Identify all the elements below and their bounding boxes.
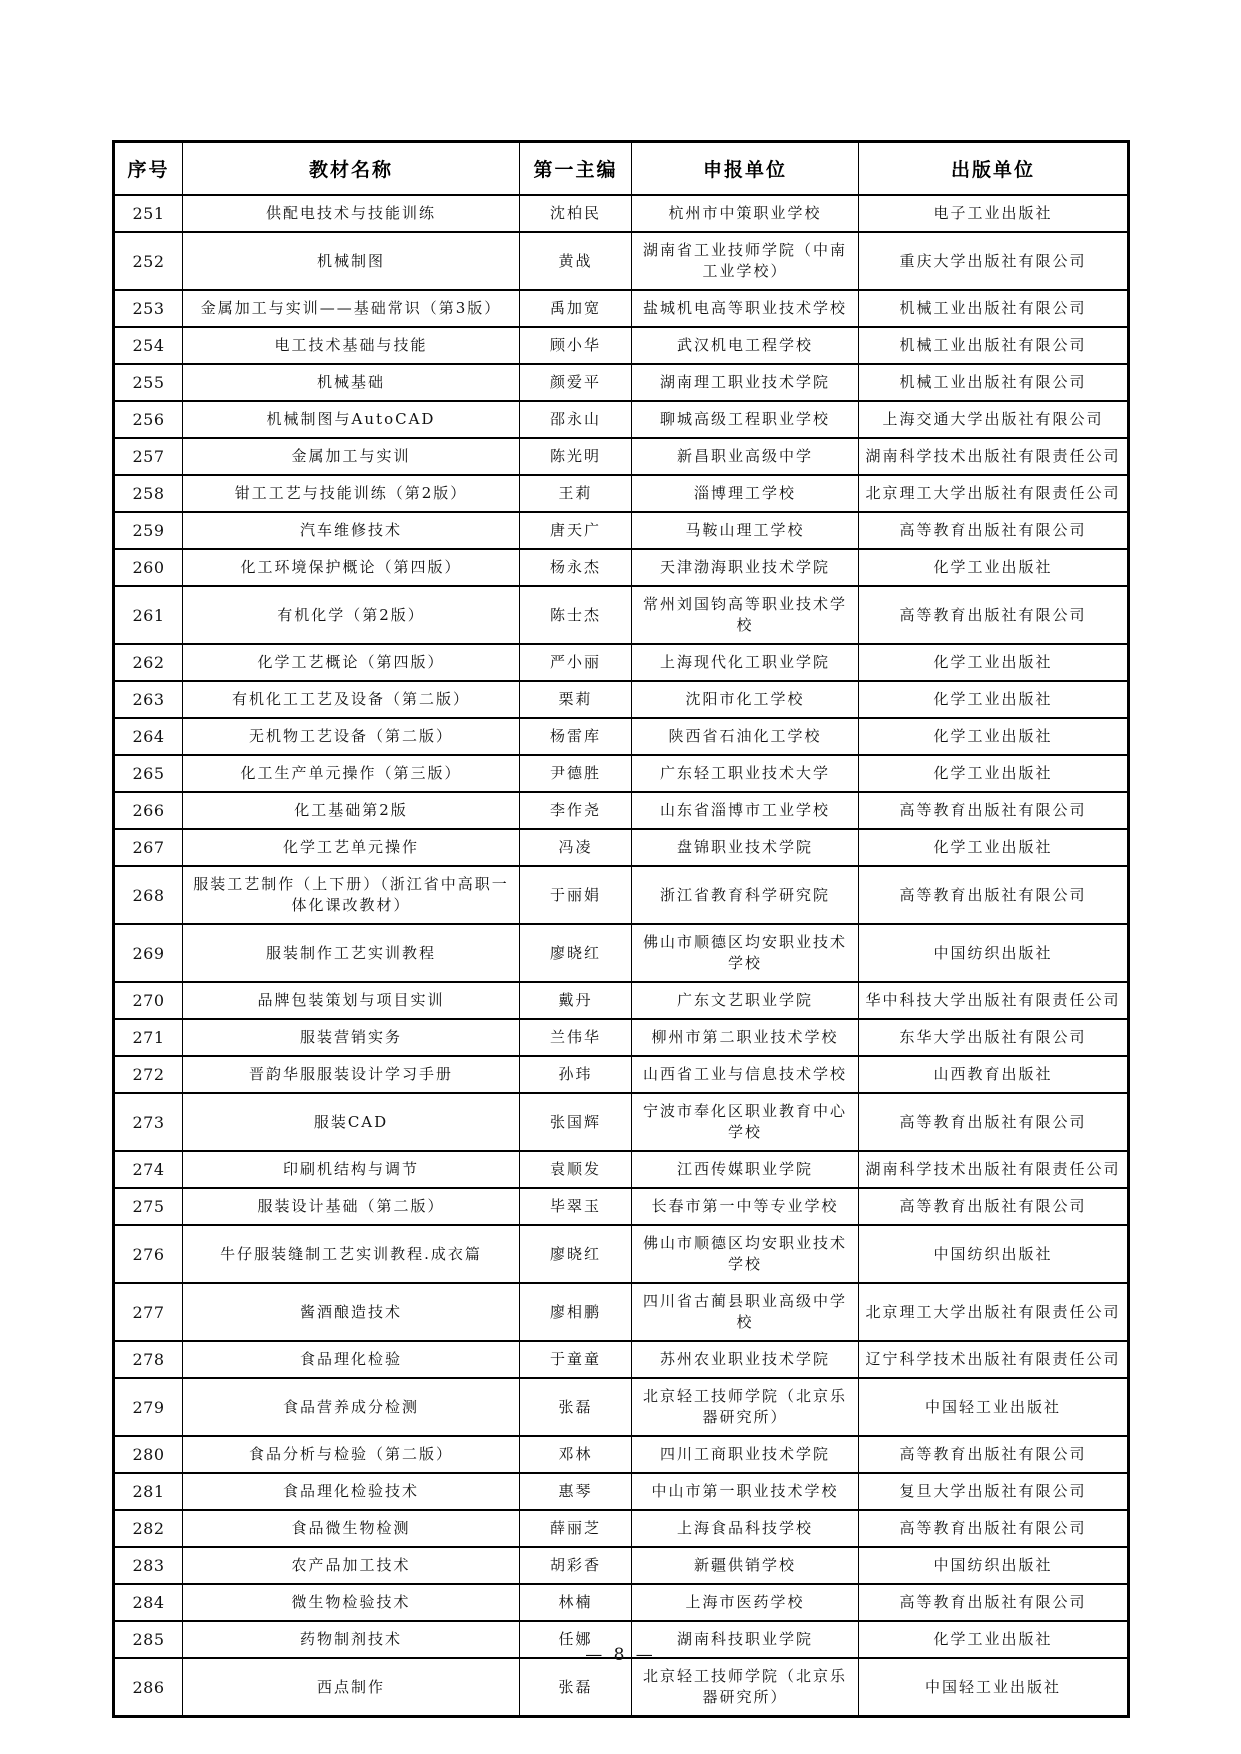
cell-publisher-unit: 湖南科学技术出版社有限责任公司 — [859, 438, 1129, 475]
cell-index: 268 — [114, 866, 183, 924]
cell-publisher-unit: 湖南科学技术出版社有限责任公司 — [859, 1151, 1129, 1188]
cell-applicant-unit: 湖南科技职业学院 — [632, 1621, 859, 1658]
cell-applicant-unit: 广东文艺职业学院 — [632, 982, 859, 1019]
cell-publisher-unit: 北京理工大学出版社有限责任公司 — [859, 475, 1129, 512]
cell-publisher-unit: 高等教育出版社有限公司 — [859, 1093, 1129, 1151]
cell-chief-editor: 廖晓红 — [520, 924, 632, 982]
table-row — [114, 1341, 1129, 1378]
cell-applicant-unit: 湖南理工职业技术学院 — [632, 364, 859, 401]
cell-chief-editor: 杨永杰 — [520, 549, 632, 586]
cell-textbook-name: 化学工艺单元操作 — [183, 829, 520, 866]
cell-publisher-unit: 中国轻工业出版社 — [859, 1658, 1129, 1717]
cell-chief-editor: 毕翠玉 — [520, 1188, 632, 1225]
table-row — [114, 1378, 1129, 1436]
cell-index: 262 — [114, 644, 183, 681]
cell-applicant-unit: 江西传媒职业学院 — [632, 1151, 859, 1188]
cell-applicant-unit: 北京轻工技师学院（北京乐器研究所） — [632, 1378, 859, 1436]
cell-index: 252 — [114, 232, 183, 290]
cell-applicant-unit: 广东轻工职业技术大学 — [632, 755, 859, 792]
cell-textbook-name: 服装营销实务 — [183, 1019, 520, 1056]
table-row — [114, 195, 1129, 232]
cell-textbook-name: 汽车维修技术 — [183, 512, 520, 549]
cell-textbook-name: 晋韵华服服装设计学习手册 — [183, 1056, 520, 1093]
cell-publisher-unit: 高等教育出版社有限公司 — [859, 1510, 1129, 1547]
cell-publisher-unit: 化学工业出版社 — [859, 718, 1129, 755]
cell-textbook-name: 供配电技术与技能训练 — [183, 195, 520, 232]
cell-applicant-unit: 沈阳市化工学校 — [632, 681, 859, 718]
cell-chief-editor: 袁顺发 — [520, 1151, 632, 1188]
cell-textbook-name: 服装CAD — [183, 1093, 520, 1151]
cell-textbook-name: 钳工工艺与技能训练（第2版） — [183, 475, 520, 512]
cell-applicant-unit: 长春市第一中等专业学校 — [632, 1188, 859, 1225]
table-row — [114, 982, 1129, 1019]
cell-chief-editor: 王莉 — [520, 475, 632, 512]
cell-chief-editor: 邓林 — [520, 1436, 632, 1473]
cell-publisher-unit: 高等教育出版社有限公司 — [859, 586, 1129, 644]
cell-index: 259 — [114, 512, 183, 549]
cell-applicant-unit: 上海现代化工职业学院 — [632, 644, 859, 681]
table-row — [114, 1510, 1129, 1547]
cell-publisher-unit: 中国纺织出版社 — [859, 924, 1129, 982]
cell-publisher-unit: 化学工业出版社 — [859, 681, 1129, 718]
cell-index: 254 — [114, 327, 183, 364]
cell-chief-editor: 张磊 — [520, 1658, 632, 1717]
cell-index: 282 — [114, 1510, 183, 1547]
cell-applicant-unit: 湖南省工业技师学院（中南工业学校） — [632, 232, 859, 290]
cell-applicant-unit: 山西省工业与信息技术学校 — [632, 1056, 859, 1093]
table-row — [114, 681, 1129, 718]
cell-index: 274 — [114, 1151, 183, 1188]
cell-publisher-unit: 高等教育出版社有限公司 — [859, 512, 1129, 549]
cell-publisher-unit: 电子工业出版社 — [859, 195, 1129, 232]
cell-index: 271 — [114, 1019, 183, 1056]
cell-textbook-name: 化学工艺概论（第四版） — [183, 644, 520, 681]
cell-index: 277 — [114, 1283, 183, 1341]
cell-textbook-name: 品牌包装策划与项目实训 — [183, 982, 520, 1019]
cell-index: 270 — [114, 982, 183, 1019]
cell-publisher-unit: 机械工业出版社有限公司 — [859, 327, 1129, 364]
cell-publisher-unit: 北京理工大学出版社有限责任公司 — [859, 1283, 1129, 1341]
cell-publisher-unit: 中国纺织出版社 — [859, 1547, 1129, 1584]
cell-index: 278 — [114, 1341, 183, 1378]
col-header-textbook-name: 教材名称 — [183, 142, 520, 196]
cell-publisher-unit: 高等教育出版社有限公司 — [859, 1436, 1129, 1473]
cell-textbook-name: 食品营养成分检测 — [183, 1378, 520, 1436]
table-row — [114, 1188, 1129, 1225]
cell-textbook-name: 食品分析与检验（第二版） — [183, 1436, 520, 1473]
cell-chief-editor: 林楠 — [520, 1584, 632, 1621]
table-row — [114, 549, 1129, 586]
cell-index: 275 — [114, 1188, 183, 1225]
cell-chief-editor: 张国辉 — [520, 1093, 632, 1151]
cell-index: 267 — [114, 829, 183, 866]
cell-index: 284 — [114, 1584, 183, 1621]
cell-chief-editor: 于童童 — [520, 1341, 632, 1378]
cell-chief-editor: 尹德胜 — [520, 755, 632, 792]
table-row — [114, 1547, 1129, 1584]
cell-applicant-unit: 浙江省教育科学研究院 — [632, 866, 859, 924]
cell-textbook-name: 食品微生物检测 — [183, 1510, 520, 1547]
cell-applicant-unit: 天津渤海职业技术学院 — [632, 549, 859, 586]
cell-publisher-unit: 复旦大学出版社有限公司 — [859, 1473, 1129, 1510]
cell-chief-editor: 唐天广 — [520, 512, 632, 549]
cell-textbook-name: 药物制剂技术 — [183, 1621, 520, 1658]
cell-chief-editor: 于丽娟 — [520, 866, 632, 924]
cell-chief-editor: 颜爱平 — [520, 364, 632, 401]
cell-publisher-unit: 华中科技大学出版社有限责任公司 — [859, 982, 1129, 1019]
cell-index: 281 — [114, 1473, 183, 1510]
table-row — [114, 401, 1129, 438]
cell-applicant-unit: 北京轻工技师学院（北京乐器研究所） — [632, 1658, 859, 1717]
cell-publisher-unit: 化学工业出版社 — [859, 644, 1129, 681]
cell-applicant-unit: 四川省古蔺县职业高级中学校 — [632, 1283, 859, 1341]
cell-textbook-name: 化工环境保护概论（第四版） — [183, 549, 520, 586]
cell-publisher-unit: 中国轻工业出版社 — [859, 1378, 1129, 1436]
cell-index: 286 — [114, 1658, 183, 1717]
table-row — [114, 1436, 1129, 1473]
table-row — [114, 1658, 1129, 1717]
cell-applicant-unit: 盐城机电高等职业技术学校 — [632, 290, 859, 327]
table-row — [114, 364, 1129, 401]
cell-chief-editor: 黄战 — [520, 232, 632, 290]
cell-chief-editor: 邵永山 — [520, 401, 632, 438]
cell-chief-editor: 廖相鹏 — [520, 1283, 632, 1341]
cell-chief-editor: 李作尧 — [520, 792, 632, 829]
cell-index: 255 — [114, 364, 183, 401]
cell-applicant-unit: 上海食品科技学校 — [632, 1510, 859, 1547]
cell-applicant-unit: 武汉机电工程学校 — [632, 327, 859, 364]
cell-applicant-unit: 山东省淄博市工业学校 — [632, 792, 859, 829]
table-row — [114, 1283, 1129, 1341]
cell-chief-editor: 沈柏民 — [520, 195, 632, 232]
table-row — [114, 1019, 1129, 1056]
cell-textbook-name: 机械制图 — [183, 232, 520, 290]
table-row — [114, 232, 1129, 290]
cell-index: 266 — [114, 792, 183, 829]
cell-applicant-unit: 聊城高级工程职业学校 — [632, 401, 859, 438]
cell-chief-editor: 陈士杰 — [520, 586, 632, 644]
cell-index: 280 — [114, 1436, 183, 1473]
cell-applicant-unit: 淄博理工学校 — [632, 475, 859, 512]
cell-applicant-unit: 中山市第一职业技术学校 — [632, 1473, 859, 1510]
cell-textbook-name: 化工生产单元操作（第三版） — [183, 755, 520, 792]
cell-publisher-unit: 机械工业出版社有限公司 — [859, 290, 1129, 327]
cell-textbook-name: 机械制图与AutoCAD — [183, 401, 520, 438]
textbook-approval-table — [112, 140, 1130, 1718]
cell-chief-editor: 顾小华 — [520, 327, 632, 364]
cell-applicant-unit: 宁波市奉化区职业教育中心学校 — [632, 1093, 859, 1151]
table-row — [114, 866, 1129, 924]
cell-index: 251 — [114, 195, 183, 232]
table-row — [114, 1056, 1129, 1093]
cell-chief-editor: 严小丽 — [520, 644, 632, 681]
cell-index: 272 — [114, 1056, 183, 1093]
table-row — [114, 1151, 1129, 1188]
cell-textbook-name: 化工基础第2版 — [183, 792, 520, 829]
table-row — [114, 644, 1129, 681]
cell-chief-editor: 孙玮 — [520, 1056, 632, 1093]
cell-textbook-name: 酱酒酿造技术 — [183, 1283, 520, 1341]
cell-textbook-name: 金属加工与实训 — [183, 438, 520, 475]
table-row — [114, 755, 1129, 792]
cell-chief-editor: 栗莉 — [520, 681, 632, 718]
cell-publisher-unit: 化学工业出版社 — [859, 829, 1129, 866]
cell-applicant-unit: 佛山市顺德区均安职业技术学校 — [632, 1225, 859, 1283]
cell-chief-editor: 惠琴 — [520, 1473, 632, 1510]
cell-applicant-unit: 新昌职业高级中学 — [632, 438, 859, 475]
cell-index: 269 — [114, 924, 183, 982]
cell-textbook-name: 服装设计基础（第二版） — [183, 1188, 520, 1225]
cell-chief-editor: 禹加宽 — [520, 290, 632, 327]
cell-publisher-unit: 高等教育出版社有限公司 — [859, 866, 1129, 924]
cell-applicant-unit: 盘锦职业技术学院 — [632, 829, 859, 866]
cell-index: 256 — [114, 401, 183, 438]
table-row — [114, 1584, 1129, 1621]
cell-index: 258 — [114, 475, 183, 512]
cell-chief-editor: 陈光明 — [520, 438, 632, 475]
cell-textbook-name: 农产品加工技术 — [183, 1547, 520, 1584]
cell-textbook-name: 西点制作 — [183, 1658, 520, 1717]
cell-chief-editor: 廖晓红 — [520, 1225, 632, 1283]
cell-chief-editor: 任娜 — [520, 1621, 632, 1658]
cell-chief-editor: 张磊 — [520, 1378, 632, 1436]
cell-index: 260 — [114, 549, 183, 586]
cell-textbook-name: 有机化工工艺及设备（第二版） — [183, 681, 520, 718]
page-number: — 8 — — [585, 1645, 656, 1665]
cell-textbook-name: 服装工艺制作（上下册）（浙江省中高职一体化课改教材） — [183, 866, 520, 924]
cell-applicant-unit: 上海市医药学校 — [632, 1584, 859, 1621]
cell-applicant-unit: 新疆供销学校 — [632, 1547, 859, 1584]
cell-applicant-unit: 常州刘国钧高等职业技术学校 — [632, 586, 859, 644]
table-row — [114, 718, 1129, 755]
cell-textbook-name: 金属加工与实训——基础常识（第3版） — [183, 290, 520, 327]
cell-publisher-unit: 山西教育出版社 — [859, 1056, 1129, 1093]
cell-chief-editor: 薛丽芝 — [520, 1510, 632, 1547]
cell-index: 263 — [114, 681, 183, 718]
cell-applicant-unit: 柳州市第二职业技术学校 — [632, 1019, 859, 1056]
cell-chief-editor: 冯凌 — [520, 829, 632, 866]
table-row — [114, 924, 1129, 982]
col-header-publisher-unit: 出版单位 — [859, 142, 1129, 196]
cell-publisher-unit: 高等教育出版社有限公司 — [859, 792, 1129, 829]
col-header-chief-editor: 第一主编 — [520, 142, 632, 196]
cell-applicant-unit: 马鞍山理工学校 — [632, 512, 859, 549]
table-row — [114, 792, 1129, 829]
cell-publisher-unit: 上海交通大学出版社有限公司 — [859, 401, 1129, 438]
cell-index: 253 — [114, 290, 183, 327]
cell-textbook-name: 无机物工艺设备（第二版） — [183, 718, 520, 755]
table-row — [114, 512, 1129, 549]
cell-applicant-unit: 杭州市中策职业学校 — [632, 195, 859, 232]
table-row — [114, 327, 1129, 364]
table-row — [114, 438, 1129, 475]
col-header-index: 序号 — [114, 142, 183, 196]
table-body — [114, 195, 1129, 1717]
cell-chief-editor: 兰伟华 — [520, 1019, 632, 1056]
table-row — [114, 1093, 1129, 1151]
cell-index: 276 — [114, 1225, 183, 1283]
table-row — [114, 1473, 1129, 1510]
cell-publisher-unit: 辽宁科学技术出版社有限责任公司 — [859, 1341, 1129, 1378]
cell-index: 261 — [114, 586, 183, 644]
cell-index: 283 — [114, 1547, 183, 1584]
table-row — [114, 586, 1129, 644]
cell-publisher-unit: 高等教育出版社有限公司 — [859, 1584, 1129, 1621]
cell-index: 279 — [114, 1378, 183, 1436]
cell-textbook-name: 食品理化检验技术 — [183, 1473, 520, 1510]
cell-textbook-name: 服装制作工艺实训教程 — [183, 924, 520, 982]
cell-textbook-name: 印刷机结构与调节 — [183, 1151, 520, 1188]
table-row — [114, 829, 1129, 866]
cell-index: 264 — [114, 718, 183, 755]
cell-index: 285 — [114, 1621, 183, 1658]
cell-applicant-unit: 佛山市顺德区均安职业技术学校 — [632, 924, 859, 982]
cell-chief-editor: 胡彩香 — [520, 1547, 632, 1584]
cell-publisher-unit: 中国纺织出版社 — [859, 1225, 1129, 1283]
col-header-applicant-unit: 申报单位 — [632, 142, 859, 196]
cell-applicant-unit: 四川工商职业技术学院 — [632, 1436, 859, 1473]
cell-textbook-name: 有机化学（第2版） — [183, 586, 520, 644]
table-row — [114, 1225, 1129, 1283]
table-row — [114, 475, 1129, 512]
table-header-row — [114, 142, 1129, 196]
cell-index: 265 — [114, 755, 183, 792]
cell-chief-editor: 杨雷库 — [520, 718, 632, 755]
cell-index: 257 — [114, 438, 183, 475]
cell-publisher-unit: 重庆大学出版社有限公司 — [859, 232, 1129, 290]
cell-chief-editor: 戴丹 — [520, 982, 632, 1019]
cell-publisher-unit: 东华大学出版社有限公司 — [859, 1019, 1129, 1056]
cell-publisher-unit: 化学工业出版社 — [859, 1621, 1129, 1658]
cell-textbook-name: 机械基础 — [183, 364, 520, 401]
cell-textbook-name: 微生物检验技术 — [183, 1584, 520, 1621]
cell-publisher-unit: 化学工业出版社 — [859, 755, 1129, 792]
cell-publisher-unit: 化学工业出版社 — [859, 549, 1129, 586]
cell-textbook-name: 牛仔服装缝制工艺实训教程.成衣篇 — [183, 1225, 520, 1283]
cell-applicant-unit: 陕西省石油化工学校 — [632, 718, 859, 755]
table-row — [114, 290, 1129, 327]
cell-publisher-unit: 高等教育出版社有限公司 — [859, 1188, 1129, 1225]
cell-index: 273 — [114, 1093, 183, 1151]
cell-applicant-unit: 苏州农业职业技术学院 — [632, 1341, 859, 1378]
cell-publisher-unit: 机械工业出版社有限公司 — [859, 364, 1129, 401]
cell-textbook-name: 电工技术基础与技能 — [183, 327, 520, 364]
cell-textbook-name: 食品理化检验 — [183, 1341, 520, 1378]
